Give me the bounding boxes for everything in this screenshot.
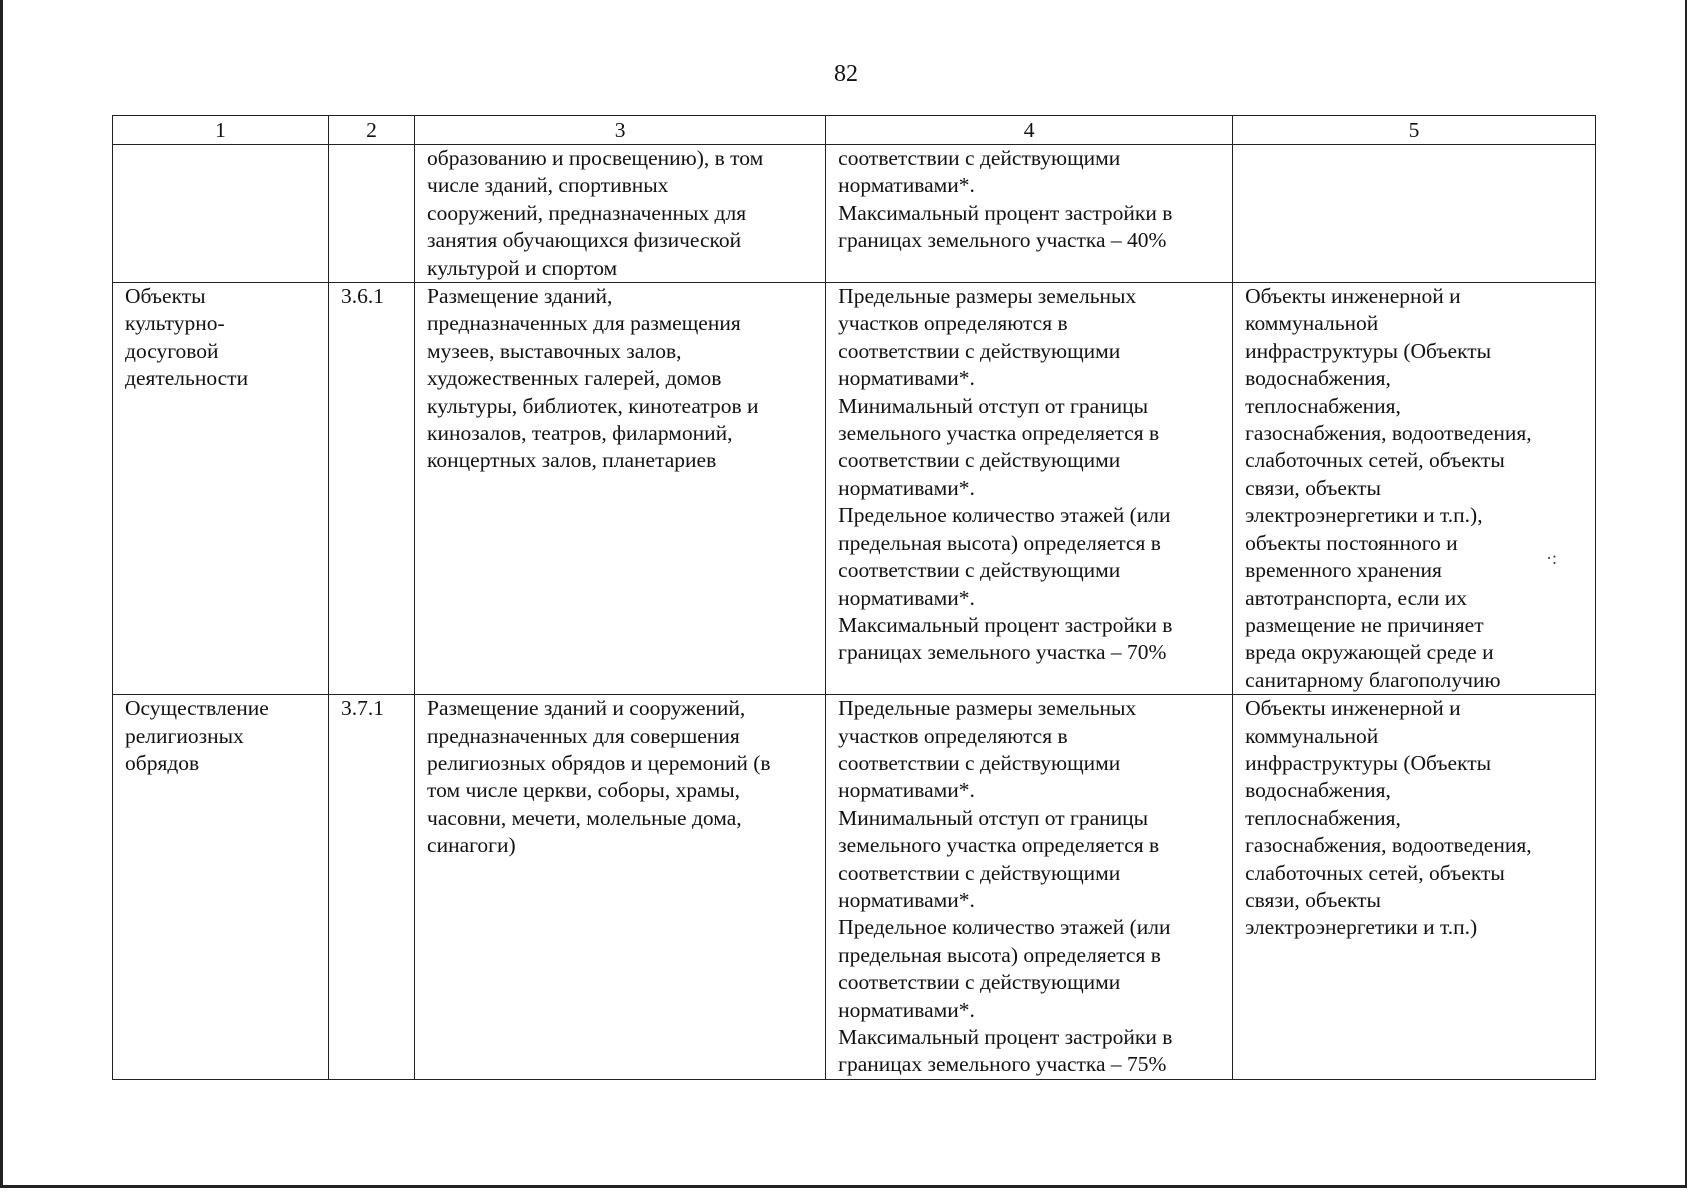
cell-text-line: соответствии с действующими [838,338,1121,363]
cell-text-line: нормативами*. [838,475,975,500]
cell-text-line: газоснабжения, водоотведения, [1245,833,1532,858]
cell-text-line: концертных залов, планетариев [427,448,717,473]
cell-text-line: границах земельного участка – 75% [838,1052,1167,1077]
cell-text-line: предназначенных для размещения [427,311,741,336]
cell-text-line: Объекты инженерной и [1245,284,1461,309]
table-header-row [113,116,1596,145]
cell-text-line: Максимальный процент застройки в [838,200,1173,225]
cell-text-line: нормативами*. [838,585,975,610]
cell-text-line: деятельности [125,366,249,391]
cell-text-line: Минимальный отступ от границы [838,805,1149,830]
cell-text-line: нормативами*. [838,997,975,1022]
land-use-code-cell [329,695,415,1080]
cell-text-line: культурой и спортом [427,255,618,280]
cell-text-line: соответствии с действующими [838,558,1121,583]
auxiliary-uses-cell [1233,695,1596,1080]
cell-text-line: предназначенных для совершения [427,723,740,748]
building-parameters-cell [826,695,1233,1080]
cell-text-line: автотранспорта, если их [1245,585,1467,610]
cell-text-line: слаботочных сетей, объекты [1245,448,1505,473]
land-use-name-cell [113,145,329,283]
cell-text-line: музеев, выставочных залов, [427,338,682,363]
table-row [113,145,1596,283]
land-use-description-cell [415,145,826,283]
cell-text-line: соответствии с действующими [838,750,1121,775]
cell-text-line: теплоснабжения, [1245,393,1401,418]
cell-text-line: Объекты [125,284,206,309]
cell-text-line: том числе церкви, соборы, храмы, [427,778,741,803]
cell-text-line: водоснабжения, [1245,366,1391,391]
table-row [113,695,1596,1080]
cell-text-line: 3.7.1 [341,696,385,721]
cell-text-line: временного хранения [1245,558,1442,583]
building-parameters-cell [826,145,1233,283]
cell-text-line: слаботочных сетей, объекты [1245,860,1505,885]
cell-text-line: культуры, библиотек, кинотеатров и [427,393,759,418]
cell-text-line: религиозных [125,723,244,748]
cell-text-line: нормативами*. [838,173,975,198]
cell-text-line: связи, объекты [1245,475,1381,500]
cell-text-line: Размещение зданий и сооружений, [427,696,746,721]
cell-text-line: предельная высота) определяется в [838,530,1161,555]
cell-text-line: электроэнергетики и т.п.) [1245,915,1478,940]
building-parameters-cell [826,283,1233,695]
cell-text-line: нормативами*. [838,887,975,912]
land-use-code-cell [329,145,415,283]
cell-text-line: инфраструктуры (Объекты [1245,750,1492,775]
cell-text-line: Предельное количество этажей (или [838,503,1171,528]
cell-text-line: теплоснабжения, [1245,805,1401,830]
auxiliary-uses-cell [1233,283,1596,695]
cell-text-line: земельного участка определяется в [838,833,1160,858]
cell-text-line: Предельное количество этажей (или [838,915,1171,940]
land-use-description-cell [415,283,826,695]
cell-text-line: размещение не причиняет [1245,612,1484,637]
cell-text-line: электроэнергетики и т.п.), [1245,503,1483,528]
column-header: 3 [415,116,826,145]
cell-text-line: участков определяются в [838,311,1068,336]
land-use-name-cell [113,283,329,695]
cell-text-line: коммунальной [1245,723,1379,748]
cell-text-line: соответствии с действующими [838,860,1121,885]
cell-text-line: религиозных обрядов и церемоний (в [427,750,771,775]
cell-text-line: занятия обучающихся физической [427,228,742,253]
cell-text-line: коммунальной [1245,311,1379,336]
cell-text-line: Минимальный отступ от границы [838,393,1149,418]
cell-text-line: сооружений, предназначенных для [427,200,747,225]
cell-text-line: соответствии с действующими [838,146,1121,170]
cell-text-line: Максимальный процент застройки в [838,1025,1173,1049]
cell-text-line: санитарному благополучию [1245,667,1501,692]
cell-text-line: образованию и просвещению), в том [427,146,764,170]
cell-text-line: культурно- [125,311,225,336]
cell-text-line: Размещение зданий, [427,284,613,309]
page-number: 82 [834,61,858,87]
cell-text-line: кинозалов, театров, филармоний, [427,421,733,446]
column-header: 4 [826,116,1233,145]
cell-text-line: границах земельного участка – 70% [838,640,1167,665]
cell-text-line: инфраструктуры (Объекты [1245,338,1492,363]
cell-text-line: участков определяются в [838,723,1068,748]
land-use-code-cell [329,283,415,695]
cell-text-line: Предельные размеры земельных [838,284,1137,309]
cell-text-line: художественных галерей, домов [427,366,722,391]
table-row [113,283,1596,695]
cell-text-line: досуговой [125,338,219,363]
cell-text-line: границах земельного участка – 40% [838,228,1167,253]
cell-text-line: Осуществление [125,696,269,721]
cell-text-line: соответствии с действующими [838,448,1121,473]
land-use-name-cell [113,695,329,1080]
column-header: 5 [1233,116,1596,145]
cell-text-line: Предельные размеры земельных [838,696,1137,721]
cell-text-line: Максимальный процент застройки в [838,612,1173,637]
column-header: 2 [329,116,415,145]
land-use-description-cell [415,695,826,1080]
cell-text-line: вреда окружающей среде и [1245,640,1494,665]
cell-text-line: земельного участка определяется в [838,421,1160,446]
cell-text-line: 3.6.1 [341,284,385,309]
scan-artifact: ·: [1546,548,1557,568]
cell-text-line: часовни, мечети, молельные дома, [427,805,742,830]
column-header: 1 [113,116,329,145]
cell-text-line: числе зданий, спортивных [427,173,669,198]
cell-text-line: газоснабжения, водоотведения, [1245,421,1532,446]
cell-text-line: связи, объекты [1245,887,1381,912]
auxiliary-uses-cell [1233,145,1596,283]
cell-text-line: водоснабжения, [1245,778,1391,803]
cell-text-line: Объекты инженерной и [1245,696,1461,721]
cell-text-line: нормативами*. [838,778,975,803]
cell-text-line: объекты постоянного и [1245,530,1458,555]
cell-text-line: нормативами*. [838,366,975,391]
zoning-regulations-table [112,115,1596,1080]
cell-text-line: соответствии с действующими [838,970,1121,995]
cell-text-line: синагоги) [427,833,516,858]
cell-text-line: обрядов [125,750,200,775]
cell-text-line: предельная высота) определяется в [838,942,1161,967]
